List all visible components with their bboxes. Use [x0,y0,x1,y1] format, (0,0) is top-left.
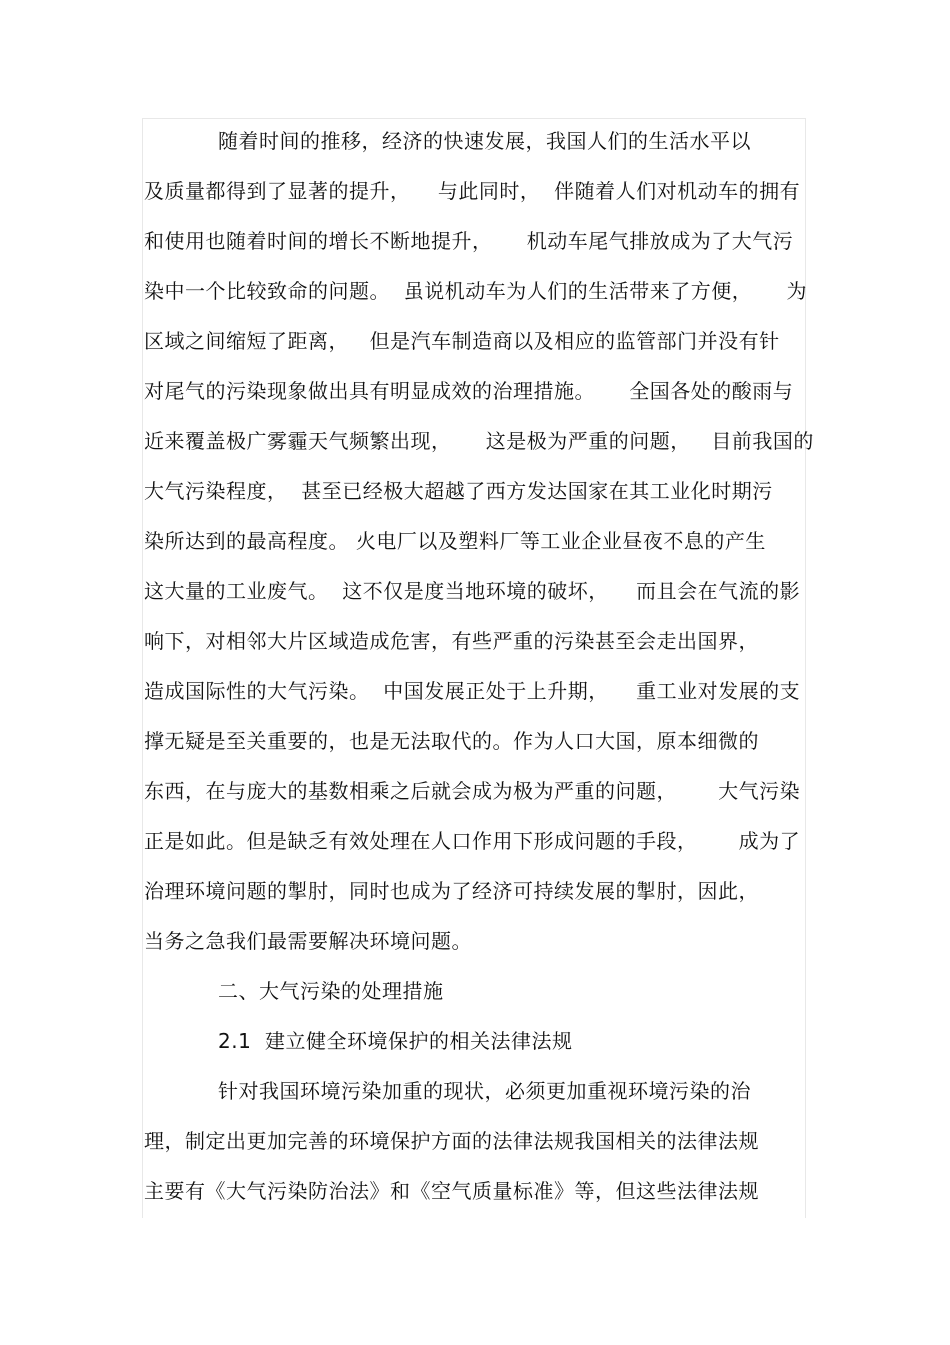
text-line: 主要有《大气污染防治法》和《空气质量标准》等，但这些法律法规 [144,1179,759,1203]
text-line: 大气污染程度， 甚至已经极大超越了西方发达国家在其工业化时期污 [144,479,773,503]
text-line: 针对我国环境污染加重的现状，必须更加重视环境污染的治 [218,1079,751,1103]
text-line: 理，制定出更加完善的环境保护方面的法律法规我国相关的法律法规 [144,1129,759,1153]
text-line: 近来覆盖极广雾霾天气频繁出现， 这是极为严重的问题， 目前我国的 [144,429,814,453]
text-line: 染中一个比较致命的问题。 虽说机动车为人们的生活带来了方便， 为 [144,279,808,303]
text-line: 正是如此。但是缺乏有效处理在人口作用下形成问题的手段， 成为了 [144,829,801,853]
text-line: 和使用也随着时间的增长不断地提升， 机动车尾气排放成为了大气污 [144,229,794,253]
text-line: 撑无疑是至关重要的，也是无法取代的。作为人口大国，原本细微的 [144,729,759,753]
text-line: 响下，对相邻大片区域造成危害，有些严重的污染甚至会走出国界， [144,629,759,653]
text-line: 2.1 建立健全环境保护的相关法律法规 [218,1029,573,1053]
text-line: 随着时间的推移，经济的快速发展，我国人们的生活水平以 [218,129,751,153]
text-line: 当务之急我们最需要解决环境问题。 [144,929,472,953]
text-line: 造成国际性的大气污染。 中国发展正处于上升期， 重工业对发展的支 [144,679,801,703]
text-line: 对尾气的污染现象做出具有明显成效的治理措施。 全国各处的酸雨与 [144,379,794,403]
text-line: 这大量的工业废气。 这不仅是度当地环境的破坏， 而且会在气流的影 [144,579,801,603]
text-line: 区域之间缩短了距离， 但是汽车制造商以及相应的监管部门并没有针 [144,329,780,353]
text-line: 二、大气污染的处理措施 [218,979,444,1003]
text-line: 东西，在与庞大的基数相乘之后就会成为极为严重的问题， 大气污染 [144,779,801,803]
document-body [144,122,814,1222]
text-line: 及质量都得到了显著的提升， 与此同时， 伴随着人们对机动车的拥有 [144,179,801,203]
text-line: 治理环境问题的掣肘，同时也成为了经济可持续发展的掣肘，因此， [144,879,759,903]
text-line: 染所达到的最高程度。 火电厂以及塑料厂等工业企业昼夜不息的产生 [144,529,766,553]
